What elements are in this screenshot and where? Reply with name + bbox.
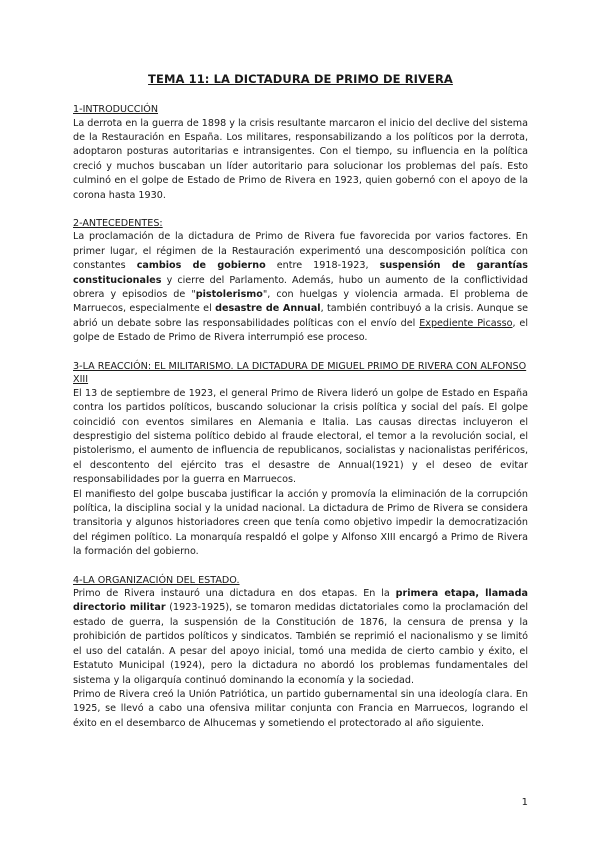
section-paragraph: El 13 de septiembre de 1923, el general Primo de Rivera lideró un golpe de Estado en España contra los partidos políticos, buscando solucionar la crisis política y social del país. El golpe coincidió con eventos similares en Alemania e Italia. Las causas directas incluyeron el desprestigio del sistema político debido al fraude electoral, el temor a la revolución social, el pistolerismo, el aumento de influencia de republicanos, socialistas y nacionalistas periféricos, el descontento del ejército tras el desastre de Annual(1921) y el deseo de evitar responsabilidades por la guerra en Marruecos. [73,387,528,486]
section-paragraph: Primo de Rivera creó la Unión Patriótica, un partido gubernamental sin una ideología clara. En 1925, se llevó a cabo una ofensiva militar conjunta con Francia en Marruecos, logrando el éxito en el desembarco de Alhucemas y sometiendo el protectorado al año siguiente. [73,688,528,729]
section-reaccion [73,360,528,560]
section-organizacion [73,574,528,732]
bold-term: suspensión de garantías constitucionales [73,260,529,286]
section-heading: 1-INTRODUCCIÓN [73,104,159,115]
section-paragraph: El manifiesto del golpe buscaba justificar la acción y promovía la eliminación de la corrupción política, la disciplina social y la unidad nacional. La dictadura de Primo de Rivera se considera transitoria y algunos historiadores creen que tenía como objetivo impedir la democratización del régimen político. La monarquía respaldó el golpe y Alfonso XIII encargó a Primo de Rivera la formación del gobierno. [73,488,528,558]
bold-term: pistolerismo [195,289,263,301]
section-heading: 4-LA ORGANIZACIÓN DEL ESTADO. [73,574,240,586]
text-run: y cierre del Parlamento. Además, hubo un aumento de la conflictividad obrera y episodios de " [73,274,528,301]
document-page [73,72,528,745]
page-number: 1 [521,797,528,808]
text-run: , también contribuyó a la crisis. Aunque se abrió un debate sobre las responsabilidades políticas con el envío del [73,303,529,329]
text-run: entre 1918-1923, [265,260,380,272]
text-run: Primo de Rivera instauró una dictadura en dos etapas. En la [73,588,396,600]
text-run: , el golpe de Estado de Primo de Rivera interrumpió ese proceso. [73,317,528,344]
bold-term: desastre de Annual [215,303,321,315]
document-title: TEMA 11: LA DICTADURA DE PRIMO DE RIVERA [148,72,453,86]
bold-term: cambios de gobierno [136,260,266,272]
section-antecedentes [73,217,528,346]
text-run: (1923-1925), se tomaron medidas dictatoriales como la proclamación del estado de guerra, la suspensión de la Constitución de 1876, la censura de prensa y la prohibición de partidos políticos y sindicatos. También se reprimió el nacionalismo y se limitó el uso del catalán. A pesar del apoyo inicial, tomó una medida de cierto cambio y éxito, el Estatuto Municipal (1924), pero la dictadura no abordó los problemas fundamentales del sistema y la oligarquía continuó dominando la economía y la sociedad. [73,602,528,686]
section-paragraph: La derrota en la guerra de 1898 y la crisis resultante marcaron el inicio del declive del sistema de la Restauración en España. Los militares, responsabilizando a los políticos por la derrota, adoptaron posturas autoritarias e intransigentes. Con el tiempo, su influencia en la política creció y muchos buscaban un líder autoritario para solucionar los problemas del país. Esto culminó en el golpe de Estado de Primo de Rivera en 1923, quien gobernó con el apoyo de la corona hasta 1930. [73,117,528,201]
section-paragraph [73,587,528,688]
section-heading: 3-LA REACCIÓN: EL MILITARISMO. LA DICTADURA DE MIGUEL PRIMO DE RIVERA CON ALFONSO XIII [73,360,527,386]
section-paragraph [73,230,528,345]
section-heading: 2-ANTECEDENTES: [73,217,163,229]
text-run: ", con huelgas y violencia armada. El problema de Marruecos, especialmente el [73,289,528,315]
underlined-term: Expediente Picasso [419,317,513,329]
text-run: La proclamación de la dictadura de Primo de Rivera fue favorecida por varios factores. En primer lugar, el régimen de la Restauración experimentó una descomposición política con constantes [73,231,528,272]
bold-term: primera etapa, llamada directorio militar [73,588,528,614]
section-introduccion [73,103,528,203]
